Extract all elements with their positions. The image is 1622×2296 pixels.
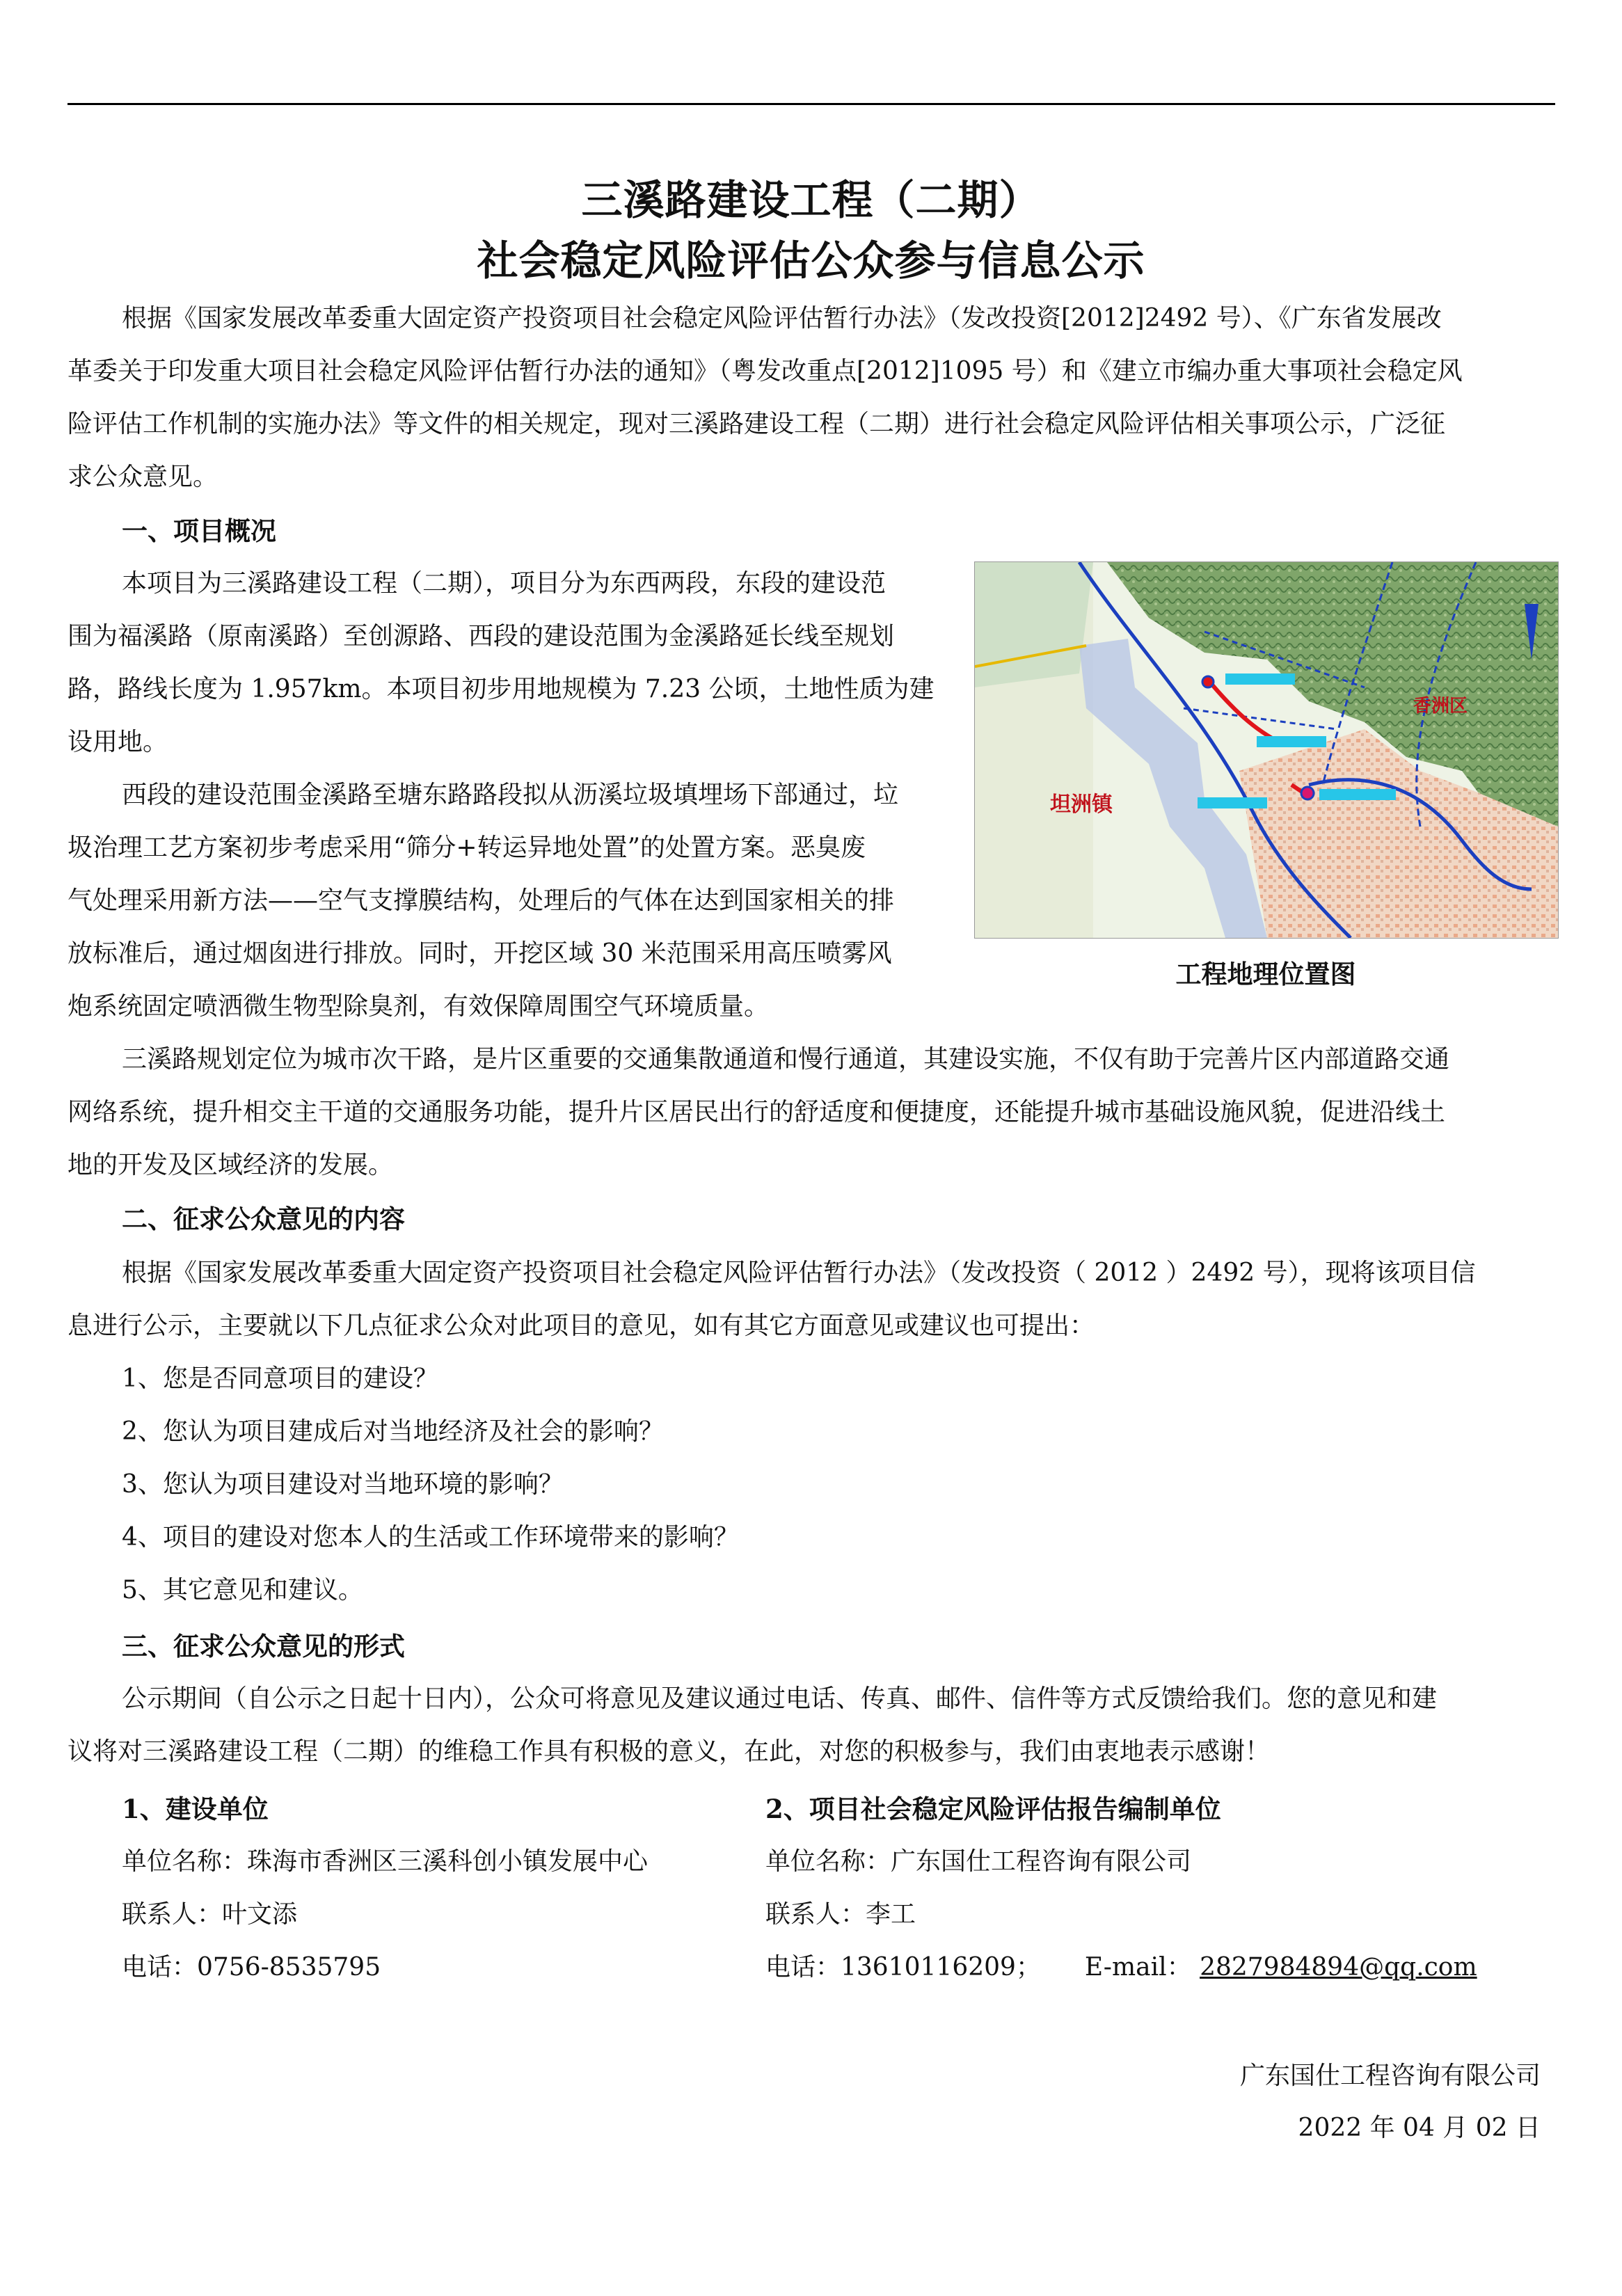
s2-p-line-1: 根据《国家发展改革委重大固定资产投资项目社会稳定风险评估暂行办法》（发改投资（ 2012 ）2492 号），现将该项目信 (122, 1259, 1476, 1287)
s1-p1-line-1: 本项目为三溪路建设工程（二期），项目分为东西两段，东段的建设范 (122, 569, 886, 598)
s2-p-line-2: 息进行公示，主要就以下几点征求公众对此项目的意见，如有其它方面意见或建议也可提出： (67, 1312, 1095, 1340)
map-label-tanzhou: 坦洲镇 (1050, 792, 1113, 817)
assessor-unit: 单位名称：广东国仕工程咨询有限公司 (765, 1847, 1192, 1876)
assessor-phone: 电话：13610116209； (765, 1953, 1041, 1982)
s1-p3-line-2: 网络系统，提升相交主干道的交通服务功能，提升片区居民出行的舒适度和便捷度，还能提升城市基础设施风貌，促进沿线土 (67, 1098, 1446, 1126)
question-3: 3、您认为项目建设对当地环境的影响？ (122, 1470, 564, 1499)
assessor-heading: 2、项目社会稳定风险评估报告编制单位 (765, 1794, 1221, 1824)
intro-line-2: 革委关于印发重大项目社会稳定风险评估暂行办法的通知》（粤发改重点[2012]1095 号）和《建立市编办重大事项社会稳定风 (67, 357, 1463, 385)
builder-contact-person: 联系人：叶文添 (122, 1900, 298, 1929)
s3-p-line-2: 议将对三溪路建设工程（二期）的维稳工作具有积极的意义，在此，对您的积极参与，我们由衷地表示感谢！ (67, 1737, 1271, 1766)
intro-line-4: 求公众意见。 (67, 463, 218, 491)
intro-line-1: 根据《国家发展改革委重大固定资产投资项目社会稳定风险评估暂行办法》（发改投资[2012]2492 号）、《广东省发展改 (122, 304, 1442, 333)
map-label-xiangzhou: 香洲区 (1413, 696, 1468, 717)
section1-heading: 一、项目概况 (122, 516, 276, 546)
project-location-map (974, 561, 1559, 939)
builder-heading: 1、建设单位 (122, 1794, 269, 1824)
intro-line-3: 险评估工作机制的实施办法》等文件的相关规定，现对三溪路建设工程（二期）进行社会稳定风险评估相关事项公示，广泛征 (67, 410, 1446, 438)
assessor-contact-row (765, 1947, 1477, 1988)
s1-p1-line-4: 设用地。 (67, 728, 168, 756)
question-1: 1、您是否同意项目的建设？ (122, 1364, 438, 1393)
header-rule (67, 103, 1555, 105)
section2-heading: 二、征求公众意见的内容 (122, 1204, 405, 1234)
s1-p2-line-5: 炮系统固定喷洒微生物型除臭剂，有效保障周围空气环境质量。 (67, 992, 770, 1021)
builder-unit: 单位名称：珠海市香洲区三溪科创小镇发展中心 (122, 1847, 649, 1876)
s1-p3-line-1: 三溪路规划定位为城市次干路，是片区重要的交通集散通道和慢行通道，其建设实施，不仅有助于完善片区内部道路交通 (122, 1045, 1450, 1074)
s1-p2-line-3: 气处理采用新方法——空气支撑膜结构，处理后的气体在达到国家相关的排 (67, 886, 895, 915)
map-caption: 工程地理位置图 (1175, 959, 1356, 989)
map-graphic (975, 562, 1558, 938)
assessor-contact-person: 联系人：李工 (765, 1900, 916, 1929)
question-5: 5、其它意见和建议。 (122, 1576, 363, 1604)
question-4: 4、项目的建设对您本人的生活或工作环境带来的影响？ (122, 1523, 739, 1552)
s1-p1-line-2: 围为福溪路（原南溪路）至创源路、西段的建设范围为金溪路延长线至规划 (67, 622, 895, 651)
builder-phone: 电话：0756-8535795 (122, 1953, 381, 1982)
s1-p2-line-2: 圾治理工艺方案初步考虑采用“筛分+转运异地处置”的处置方案。恶臭废 (67, 834, 866, 862)
signature-org: 广东国仕工程咨询有限公司 (1239, 2062, 1541, 2090)
s1-p2-line-1: 西段的建设范围金溪路至塘东路路段拟从沥溪垃圾填埋场下部通过，垃 (122, 781, 899, 809)
assessor-email-link[interactable]: 2827984894@qq.com (1200, 1953, 1477, 1982)
question-2: 2、您认为项目建成后对当地经济及社会的影响？ (122, 1417, 664, 1446)
s1-p1-line-3: 路，路线长度为 1.957km。本项目初步用地规模为 7.23 公顷，土地性质为建 (67, 675, 935, 703)
s1-p3-line-3: 地的开发及区域经济的发展。 (67, 1151, 394, 1179)
signature-date: 2022 年 04 月 02 日 (1298, 2114, 1541, 2142)
assessor-email-label: E-mail： (1084, 1953, 1192, 1982)
section3-heading: 三、征求公众意见的形式 (122, 1631, 405, 1661)
document-title-line2: 社会稳定风险评估公众参与信息公示 (477, 237, 1145, 285)
s1-p2-line-4: 放标准后，通过烟囱进行排放。同时，开挖区域 30 米范围采用高压喷雾风 (67, 939, 892, 968)
s3-p-line-1: 公示期间（自公示之日起十日内），公众可将意见及建议通过电话、传真、邮件、信件等方式反馈给我们。您的意见和建 (122, 1684, 1438, 1713)
document-title-line1: 三溪路建设工程（二期） (581, 176, 1041, 224)
